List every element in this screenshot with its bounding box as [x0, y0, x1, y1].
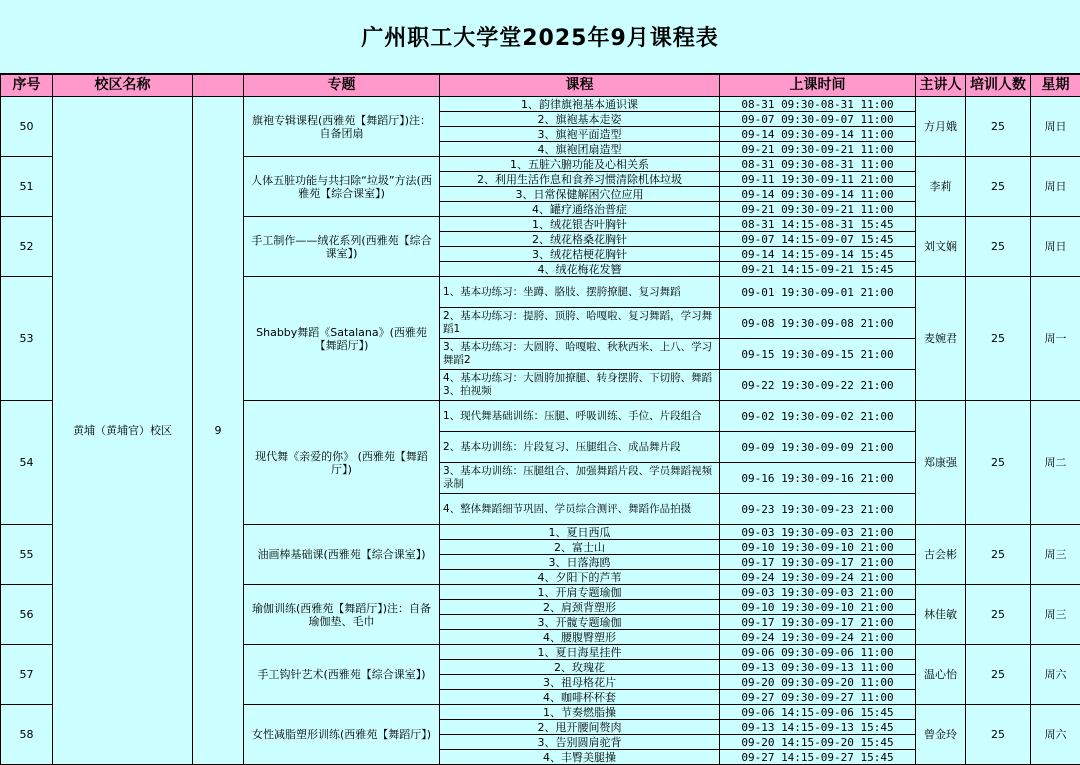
class-time: 08-31 09:30-08-31 11:00 [720, 97, 916, 112]
class-time: 09-23 19:30-09-23 21:00 [720, 494, 916, 525]
topic-cell: 人体五脏功能与共扫除“垃圾”方法(西雅苑【综合课室】) [244, 157, 440, 217]
row-number: 51 [1, 157, 53, 217]
course-name: 1、五脏六腑功能及心相关系 [440, 157, 720, 172]
course-name: 2、甩开腰间赘肉 [440, 720, 720, 735]
row-number: 57 [1, 645, 53, 705]
weekday: 周二 [1031, 401, 1080, 525]
campus-name: 黄埔（黄埔官）校区 [53, 97, 193, 765]
course-name: 4、腰腹臀塑形 [440, 630, 720, 645]
header-month [193, 75, 244, 97]
class-time: 09-03 19:30-09-03 21:00 [720, 585, 916, 600]
page-title: 广州职工大学堂2025年9月课程表 [0, 0, 1080, 74]
course-name: 1、绒花银杏叶胸针 [440, 217, 720, 232]
class-time: 09-01 19:30-09-01 21:00 [720, 277, 916, 308]
teacher-name: 方月娥 [916, 97, 966, 157]
course-name: 2、肩颈背塑形 [440, 600, 720, 615]
course-name: 2、旗袍基本走姿 [440, 112, 720, 127]
trainee-count: 25 [966, 645, 1031, 705]
header-course: 课程 [440, 75, 720, 97]
course-name: 2、利用生活作息和食养习惯清除机体垃圾 [440, 172, 720, 187]
trainee-count: 25 [966, 157, 1031, 217]
topic-cell: 旗袍专辑课程(西雅苑【舞蹈厅】)注：自备团扇 [244, 97, 440, 157]
class-time: 09-17 19:30-09-17 21:00 [720, 615, 916, 630]
course-name: 3、日常保健解困穴位应用 [440, 187, 720, 202]
schedule-table [0, 74, 1080, 765]
month-number: 9 [193, 97, 244, 765]
class-time: 09-14 09:30-09-14 11:00 [720, 187, 916, 202]
class-time: 09-09 19:30-09-09 21:00 [720, 432, 916, 463]
teacher-name: 古会彬 [916, 525, 966, 585]
class-time: 09-10 19:30-09-10 21:00 [720, 600, 916, 615]
class-time: 09-20 14:15-09-20 15:45 [720, 735, 916, 750]
trainee-count: 25 [966, 217, 1031, 277]
class-time: 09-22 19:30-09-22 21:00 [720, 370, 916, 401]
class-time: 09-27 09:30-09-27 11:00 [720, 690, 916, 705]
course-name: 3、开髋专题瑜伽 [440, 615, 720, 630]
course-name: 4、丰臀美腿操 [440, 750, 720, 765]
header-campus: 校区名称 [53, 75, 193, 97]
class-time: 09-21 09:30-09-21 11:00 [720, 202, 916, 217]
course-name: 3、告别圆肩驼背 [440, 735, 720, 750]
course-name: 1、韵律旗袍基本通识课 [440, 97, 720, 112]
teacher-name: 郑康强 [916, 401, 966, 525]
course-name: 1、夏日西瓜 [440, 525, 720, 540]
class-time: 09-21 14:15-09-21 15:45 [720, 262, 916, 277]
class-time: 09-13 14:15-09-13 15:45 [720, 720, 916, 735]
course-name: 1、现代舞基础训练：压腿、呼吸训练、手位、片段组合 [440, 401, 720, 432]
course-name: 1、夏日海星挂件 [440, 645, 720, 660]
course-name: 4、罐疗通络治普症 [440, 202, 720, 217]
header-time: 上课时间 [720, 75, 916, 97]
class-time: 09-17 19:30-09-17 21:00 [720, 555, 916, 570]
class-time: 09-21 09:30-09-21 11:00 [720, 142, 916, 157]
teacher-name: 温心怡 [916, 645, 966, 705]
weekday: 周日 [1031, 217, 1080, 277]
row-number: 56 [1, 585, 53, 645]
weekday: 周日 [1031, 157, 1080, 217]
header-no: 序号 [1, 75, 53, 97]
course-name: 4、整体舞蹈细节巩固、学员综合测评、舞蹈作品拍摄 [440, 494, 720, 525]
course-name: 2、富士山 [440, 540, 720, 555]
weekday: 周一 [1031, 277, 1080, 401]
class-time: 09-13 09:30-09-13 11:00 [720, 660, 916, 675]
header-count: 培训人数 [966, 75, 1031, 97]
row-number: 52 [1, 217, 53, 277]
teacher-name: 刘文娴 [916, 217, 966, 277]
weekday: 周六 [1031, 645, 1080, 705]
class-time: 09-08 19:30-09-08 21:00 [720, 308, 916, 339]
class-time: 08-31 14:15-08-31 15:45 [720, 217, 916, 232]
topic-cell: 手工制作——绒花系列(西雅苑【综合课室】) [244, 217, 440, 277]
class-time: 09-14 09:30-09-14 11:00 [720, 127, 916, 142]
class-time: 08-31 09:30-08-31 11:00 [720, 157, 916, 172]
course-name: 1、基本功练习：坐蹲、胳肢、摆胯撩腿、复习舞蹈 [440, 277, 720, 308]
course-name: 4、基本功练习：大圆胯加撩腿、转身摆胯、下切胯、舞蹈3、拍视频 [440, 370, 720, 401]
course-name: 3、基本功练习：大圆胯、哈嘎啦、秋秋西米、上八、学习舞蹈2 [440, 339, 720, 370]
header-teacher: 主讲人 [916, 75, 966, 97]
teacher-name: 曾金玲 [916, 705, 966, 765]
class-time: 09-07 14:15-09-07 15:45 [720, 232, 916, 247]
class-time: 09-06 09:30-09-06 11:00 [720, 645, 916, 660]
teacher-name: 麦婉君 [916, 277, 966, 401]
course-name: 2、基本功训练：片段复习、压腿组合、成品舞片段 [440, 432, 720, 463]
topic-cell: 现代舞《亲爱的你》 (西雅苑【舞蹈厅】) [244, 401, 440, 525]
course-name: 4、夕阳下的芦苇 [440, 570, 720, 585]
course-name: 3、基本功训练：压腿组合、加强舞蹈片段、学员舞蹈视频录制 [440, 463, 720, 494]
course-name: 2、玫瑰花 [440, 660, 720, 675]
teacher-name: 林佳敏 [916, 585, 966, 645]
class-time: 09-24 19:30-09-24 21:00 [720, 570, 916, 585]
course-name: 3、日落海鸥 [440, 555, 720, 570]
table-row [1, 97, 1080, 112]
topic-cell: 油画棒基础课(西雅苑【综合课室】) [244, 525, 440, 585]
row-number: 54 [1, 401, 53, 525]
course-name: 2、绒花格桑花胸针 [440, 232, 720, 247]
class-time: 09-14 14:15-09-14 15:45 [720, 247, 916, 262]
trainee-count: 25 [966, 705, 1031, 765]
course-name: 1、节奏燃脂操 [440, 705, 720, 720]
teacher-name: 李莉 [916, 157, 966, 217]
course-name: 2、基本功练习：提胯、顶胯、哈嘎啦、复习舞蹈，学习舞蹈1 [440, 308, 720, 339]
trainee-count: 25 [966, 525, 1031, 585]
header-row [1, 75, 1080, 97]
course-name: 4、旗袍团扇造型 [440, 142, 720, 157]
row-number: 50 [1, 97, 53, 157]
course-name: 3、绒花桔梗花胸针 [440, 247, 720, 262]
schedule-body [1, 97, 1080, 765]
class-time: 09-24 19:30-09-24 21:00 [720, 630, 916, 645]
course-name: 4、咖啡杯杯套 [440, 690, 720, 705]
class-time: 09-16 19:30-09-16 21:00 [720, 463, 916, 494]
weekday: 周三 [1031, 525, 1080, 585]
weekday: 周日 [1031, 97, 1080, 157]
class-time: 09-20 09:30-09-20 11:00 [720, 675, 916, 690]
trainee-count: 25 [966, 97, 1031, 157]
class-time: 09-10 19:30-09-10 21:00 [720, 540, 916, 555]
topic-cell: 女性减脂塑形训练(西雅苑【舞蹈厅】) [244, 705, 440, 765]
class-time: 09-11 19:30-09-11 21:00 [720, 172, 916, 187]
row-number: 53 [1, 277, 53, 401]
topic-cell: 手工钩针艺术(西雅苑【综合课室】) [244, 645, 440, 705]
trainee-count: 25 [966, 401, 1031, 525]
class-time: 09-03 19:30-09-03 21:00 [720, 525, 916, 540]
course-name: 3、祖母格花片 [440, 675, 720, 690]
row-number: 55 [1, 525, 53, 585]
trainee-count: 25 [966, 585, 1031, 645]
class-time: 09-02 19:30-09-02 21:00 [720, 401, 916, 432]
row-number: 58 [1, 705, 53, 765]
course-name: 3、旗袍平面造型 [440, 127, 720, 142]
class-time: 09-06 14:15-09-06 15:45 [720, 705, 916, 720]
trainee-count: 25 [966, 277, 1031, 401]
class-time: 09-27 14:15-09-27 15:45 [720, 750, 916, 765]
header-topic: 专题 [244, 75, 440, 97]
class-time: 09-07 09:30-09-07 11:00 [720, 112, 916, 127]
topic-cell: Shabby舞蹈《Satalana》(西雅苑【舞蹈厅】) [244, 277, 440, 401]
weekday: 周六 [1031, 705, 1080, 765]
weekday: 周三 [1031, 585, 1080, 645]
topic-cell: 瑜伽训练(西雅苑【舞蹈厅】)注：自备瑜伽垫、毛巾 [244, 585, 440, 645]
course-name: 4、绒花梅花发簪 [440, 262, 720, 277]
course-name: 1、开肩专题瑜伽 [440, 585, 720, 600]
header-weekday: 星期 [1031, 75, 1080, 97]
class-time: 09-15 19:30-09-15 21:00 [720, 339, 916, 370]
